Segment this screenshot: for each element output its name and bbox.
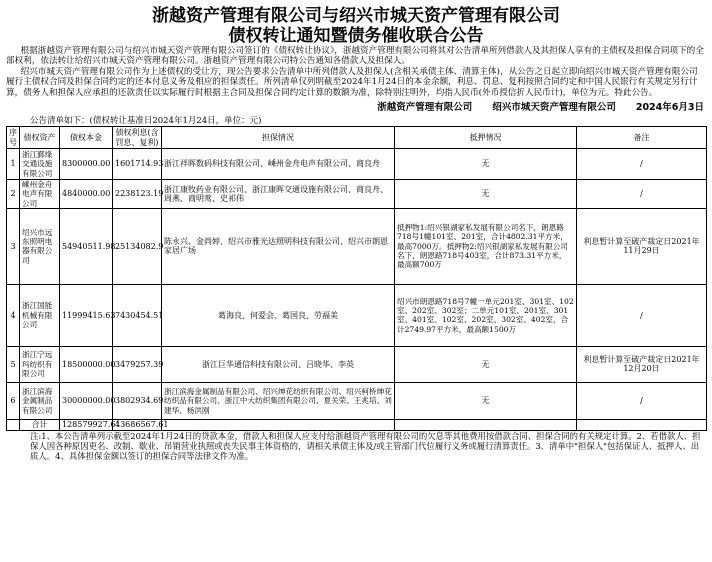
cell-interest: 25134082.9 (113, 208, 162, 284)
header-collateral: 抵押情况 (395, 127, 577, 149)
cell-interest: 3802934.69 (113, 382, 162, 419)
cell-principal: 30000000.00 (60, 382, 113, 419)
cell-seq: 5 (7, 346, 20, 382)
header-debtor: 债权资产 (20, 127, 60, 149)
cell-debtor: 浙江国能机械有限公司 (20, 284, 60, 346)
cell-seq: 3 (7, 208, 20, 284)
cell-seq: 2 (7, 180, 20, 209)
cell-guarantee: 浙江巨华通信科技有限公司、吕晓华、李英 (162, 346, 395, 382)
header-interest: 债权利息(含罚息、复利) (113, 127, 162, 149)
table-row (7, 208, 707, 284)
total-interest: 43686567.61 (113, 419, 162, 430)
cell-principal: 8300000.00 (60, 149, 113, 180)
cell-collateral: 无 (395, 180, 577, 209)
page-title (0, 6, 712, 46)
cell-debtor: 浙江滨海金属制品有限公司 (20, 382, 60, 419)
cell-debtor: 绍兴市远东照明电器有限公司 (20, 208, 60, 284)
cell-principal: 54940511.98 (60, 208, 113, 284)
intro-paragraph-1: 根据浙越资产管理有限公司与绍兴市城天资产管理有限公司签订的《债权转让协议》，浙越资产管理有限公司将其对公告清单所列借款人及其担保人享有的主债权及担保合同项下的全部权利，依法转让给绍兴市城天资产管理有限公司。浙越资产管理有限公司特公告通知各借款人及担保人。 (6, 46, 704, 67)
notes (0, 431, 712, 462)
cell-collateral: 抵押物1:绍兴银湖家私发展有限公司名下，朗恩路718号1幢101室、201室，合计4802.31平方米，最高7000万。抵押物2:绍兴银湖家私发展有限公司名下，朗恩路718号403室，合计873.31平方米，最高额700万 (395, 208, 577, 284)
total-empty-cell (577, 419, 707, 430)
intro-paragraph-2: 绍兴市城天资产管理有限公司作为上述债权的受让方，现公告要求公告清单中所列借款人及担保人(含相关承债主体、清算主体)，从公告之日起立即向绍兴市城天资产管理有限公司履行主债权合同及担保合同约定的还本付息义务及相应的担保责任。所列清单仅列明截至2024年1月24日的本金余额，利息、罚息、复利按照合同约定和中国人民银行有关规定另行计算，债务人和担保人应承担的还款责任以实际履行时根据主合同及担保合同约定计算的数额为准，除特别注明外，均指人民币(外币授信折人民币计)，单位为元。特此公告。 (6, 66, 698, 98)
cell-remark: 利息暂计算至破产裁定日2021年11月29日 (577, 208, 707, 284)
cell-remark: / (577, 382, 707, 419)
cell-guarantee: 葛海良、何爱会、葛国良、劳福美 (162, 284, 395, 346)
sign-company-1: 浙越资产管理有限公司 (377, 102, 473, 114)
cell-seq: 6 (7, 382, 20, 419)
cell-seq: 1 (7, 149, 20, 180)
cell-principal: 4840000.00 (60, 180, 113, 209)
cell-guarantee: 浙江滨海金属制品有限公司、绍兴绅花纺织有限公司、绍兴柯桥绅花纺织品有限公司、浙江中大纺织集团有限公司、夏关荣、王兆培、刘建华、杨洪刚 (162, 382, 395, 419)
intro (0, 46, 712, 98)
total-principal: 128579927.61 (60, 419, 113, 430)
cell-interest: 2238123.19 (113, 180, 162, 209)
total-empty-cell (7, 419, 20, 430)
cell-remark: 利息暂计算至破产裁定日2021年12月20日 (577, 346, 707, 382)
header-guarantee: 担保情况 (162, 127, 395, 149)
title-line-1: 浙越资产管理有限公司与绍兴市城天资产管理有限公司 (152, 6, 560, 26)
table-total-row (7, 419, 707, 430)
cell-interest: 7430454.51 (113, 284, 162, 346)
cell-interest: 1601714.93 (113, 149, 162, 180)
debt-table (6, 126, 707, 431)
cell-debtor: 浙江鄞缘交通设施有限公司 (20, 149, 60, 180)
notes-text: 注:1、本公告清单列示截至2024年1月24日的贷款本金，借款人和担保人应支付给浙越资产管理有限公司的欠息等其他费用按借款合同、担保合同的有关规定计算。2、若借款人、担保人因各种原因更名、改制、歇业、吊销营业执照或丧失民事主体资格的，请相关承债主体及/或主管部门代位履行义务或履行清算责任。3、清单中"担保人"包括保证人、抵押人、出质人。4、具体担保金额以签订的担保合同等法律文件为准。 (30, 430, 701, 462)
cell-remark: / (577, 149, 707, 180)
announcement-page (0, 6, 712, 562)
sign-date: 2024年6月3日 (635, 102, 704, 114)
cell-collateral: 无 (395, 382, 577, 419)
cell-collateral: 无 (395, 149, 577, 180)
cell-collateral: 无 (395, 346, 577, 382)
table-row (7, 149, 707, 180)
cell-guarantee: 陈永兴、金尚婷、绍兴市雅光达照明科技有限公司、绍兴市朗恩家居广场 (162, 208, 395, 284)
table-caption: 公告清单如下：(债权转让基准日2024年1月24日，单位：元) (30, 116, 262, 127)
table-row (7, 382, 707, 419)
table-row (7, 180, 707, 209)
total-label: 合计 (20, 419, 60, 430)
cell-remark: / (577, 284, 707, 346)
total-empty-cell (395, 419, 577, 430)
table-row (7, 346, 707, 382)
cell-interest: 3479257.39 (113, 346, 162, 382)
signature-line (0, 99, 712, 113)
header-remark: 备注 (577, 127, 707, 149)
title-line-2: 债权转让通知暨债务催收联合公告 (228, 26, 484, 46)
cell-guarantee: 浙江祥晖数码科技有限公司、嵊州金舟电声有限公司、商良舟 (162, 149, 395, 180)
table-row (7, 284, 707, 346)
header-principal: 债权本金 (60, 127, 113, 149)
cell-debtor: 嵊州金舟电声有限公司 (20, 180, 60, 209)
cell-principal: 11999415.63 (60, 284, 113, 346)
cell-seq: 4 (7, 284, 20, 346)
total-empty-cell (162, 419, 395, 430)
sign-company-2: 绍兴市城天资产管理有限公司 (492, 102, 616, 114)
cell-debtor: 浙江宁远玛纺织有限公司 (20, 346, 60, 382)
cell-guarantee: 浙江康牧药业有限公司、浙江康晖交通设施有限公司、商良舟、周燕、商明莺、史祁伟 (162, 180, 395, 209)
cell-collateral: 绍兴市朗恩路718号7幢一单元201室、301室、102室、202室、302室；二单元101室、201室、301室、401室、102室、202室、302室、402室，合计2749.97平方米，最高额1500万 (395, 284, 577, 346)
table-header-row (7, 127, 707, 149)
header-seq: 序号 (7, 127, 20, 149)
cell-principal: 18500000.00 (60, 346, 113, 382)
cell-remark: / (577, 180, 707, 209)
